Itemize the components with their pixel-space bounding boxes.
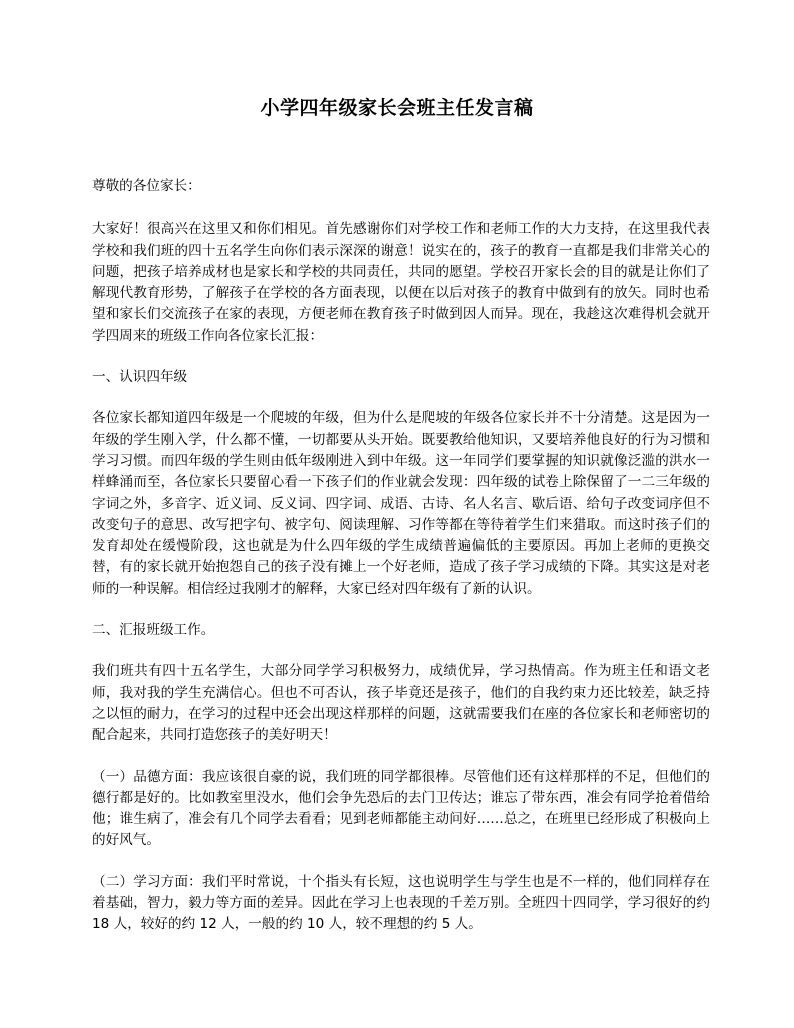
section-heading-2: 二、汇报班级工作。 (92, 622, 215, 639)
subsection-moral: （一）品德方面：我应该很自豪的说，我们班的同学都很棒。尽管他们还有这样那样的不足，但他们的德行都是好的。比如教室里没水，他们会争先恐后的去门卫传达；谁忘了带东西，准会有同学抢着借给他；谁生病了，准会有几个同学去看看；见到老师都能主动问好……总之，在班里已经形成了积极向上的好风气。 (92, 768, 710, 849)
document-body (92, 176, 710, 956)
section-heading-1: 一、认识四年级 (92, 369, 188, 386)
document-title: 小学四年级家长会班主任发言稿 (260, 97, 534, 119)
subsection-study: （二）学习方面：我们平时常说，十个指头有长短，这也说明学生与学生也是不一样的，他们同样存在着基础，智力，毅力等方面的差异。因此在学习上也表现的千差万别。全班四十四同学，学习很好的约 18 人，较好的约 12 人，一般的约 10 人，较不理想的约 5 人。 (92, 873, 710, 933)
section-2-paragraph: 我们班共有四十五名学生，大部分同学学习积极努力，成绩优异，学习热情高。作为班主任和语文老师，我对我的学生充满信心。但也不可否认，孩子毕竟还是孩子，他们的自我约束力还比较差，缺乏持之以恒的耐力，在学习的过程中还会出现这样那样的问题，这就需要我们在座的各位家长和老师密切的配合起来，共同打造您孩子的美好明天！ (92, 663, 710, 744)
section-1-paragraph: 各位家长都知道四年级是一个爬坡的年级，但为什么是爬坡的年级各位家长并不十分清楚。这是因为一年级的学生刚入学，什么都不懂，一切都要从头开始。既要教给他知识，又要培养他良好的行为习惯和学习习惯。而四年级的学生则由低年级刚进入到中年级。这一年同学们要掌握的知识就像泛滥的洪水一样蜂涌而至，各位家长只要留心看一下孩子们的作业就会发现：四年级的试卷上除保留了一二三年级的字词之外，多音字、近义词、反义词、四字词、成语、古诗、名人名言、歇后语、给句子改变词序但不改变句子的意思、改写把字句、被字句、阅读理解、习作等都在等待着学生们来猎取。而这时孩子们的发育却处在缓慢阶段，这也就是为什么四年级的学生成绩普遍偏低的主要原因。再加上老师的更换交替，有的家长就开始抱怨自己的孩子没有摊上一个好老师，造成了孩子学习成绩的下降。其实这是对老师的一种误解。相信经过我刚才的解释，大家已经对四年级有了新的认识。 (92, 410, 710, 597)
salutation: 尊敬的各位家长： (92, 178, 201, 194)
opening-paragraph: 大家好！很高兴在这里又和你们相见。首先感谢你们对学校工作和老师工作的大力支持，在这里我代表学校和我们班的四十五名学生向你们表示深深的谢意！说实在的，孩子的教育一直都是我们非常关心的问题，把孩子培养成材也是家长和学校的共同责任，共同的愿望。学校召开家长会的目的就是让你们了解现代教育形势，了解孩子在学校的各方面表现，以便在以后对孩子的教育中做到有的放矢。同时也希望和家长们交流孩子在家的表现，方便老师在教育孩子时做到因人而异。现在，我趁这次难得机会就开学四周来的班级工作向各位家长汇报： (92, 221, 710, 344)
